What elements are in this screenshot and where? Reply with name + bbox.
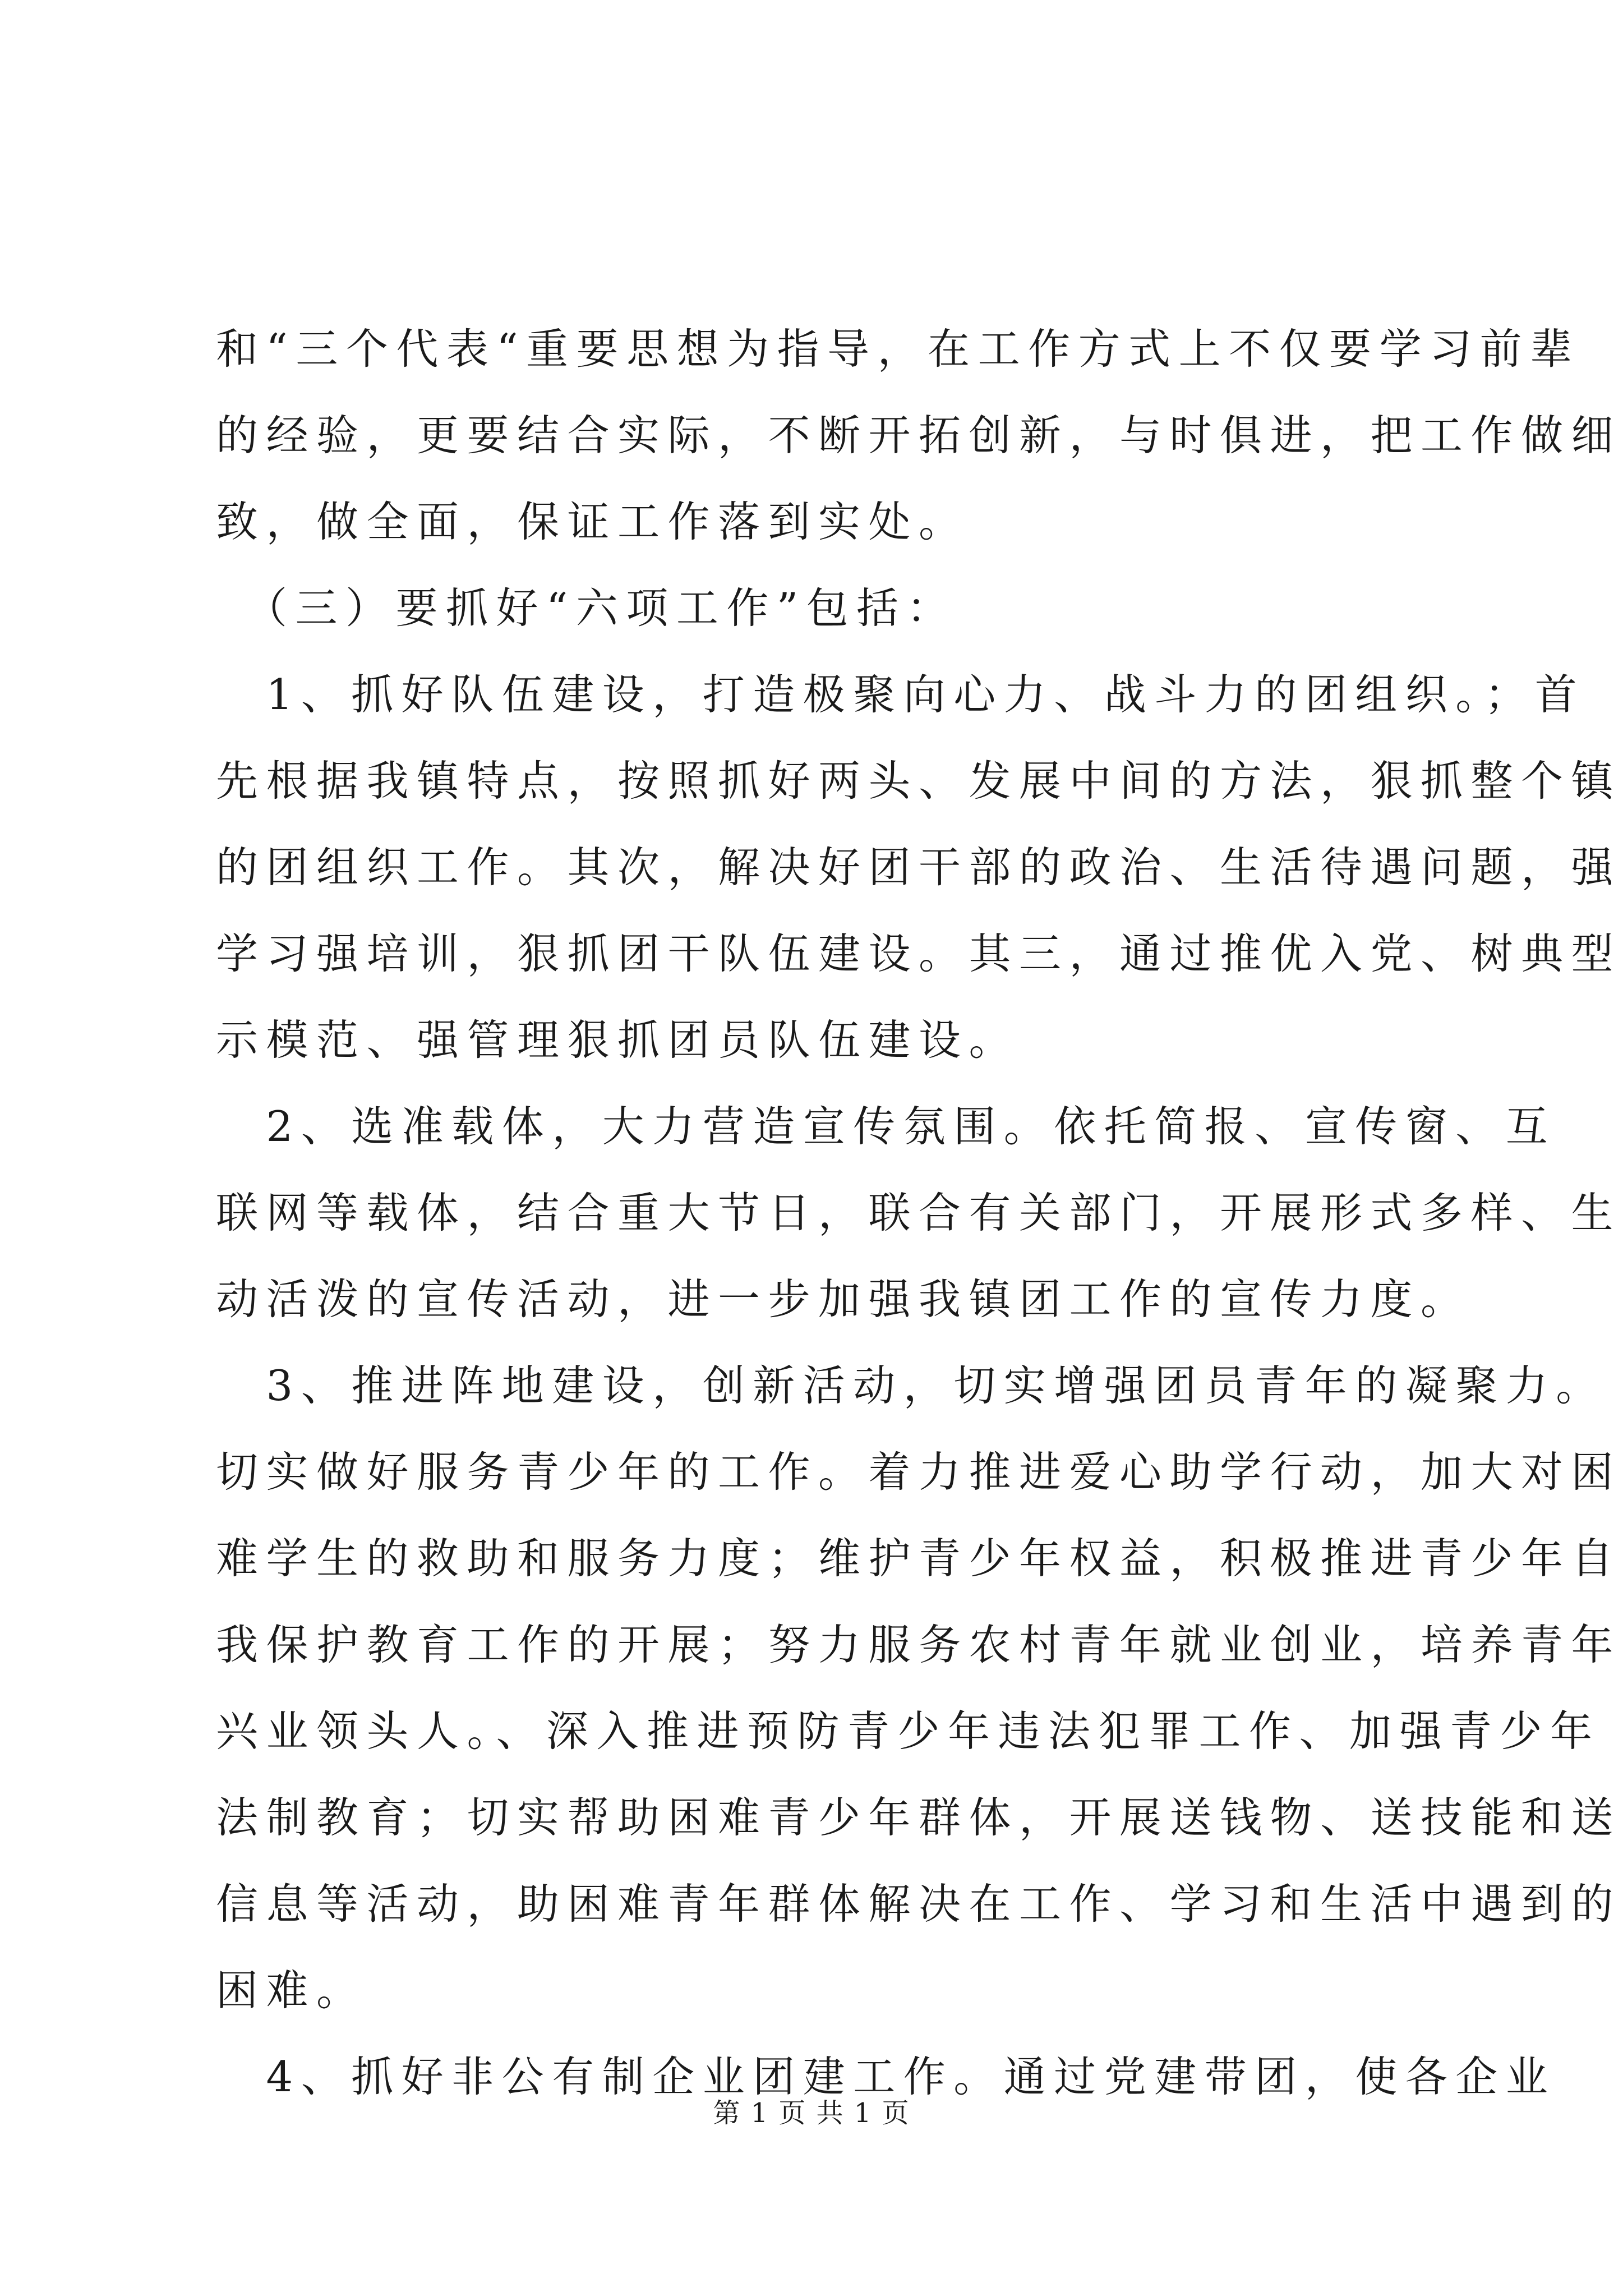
text-line: 难学生的救助和服务力度；维护青少年权益，积极推进青少年自	[216, 1534, 1622, 1583]
text-line: 4、抓好非公有制企业团建工作。通过党建带团，使各企业	[216, 2052, 1556, 2101]
text-line: 联网等载体，结合重大节日，联合有关部门，开展形式多样、生	[216, 1188, 1622, 1237]
text-line: 和“三个代表“重要思想为指导，在工作方式上不仅要学习前辈	[216, 324, 1580, 374]
document-body	[216, 306, 1622, 2120]
text-line: 的团组织工作。其次，解决好团干部的政治、生活待遇问题，强	[216, 843, 1622, 892]
text-line: 我保护教育工作的开展；努力服务农村青年就业创业，培养青年	[216, 1620, 1622, 1669]
page-footer: 第 1 页 共 1 页	[713, 2097, 910, 2129]
text-line: 先根据我镇特点，按照抓好两头、发展中间的方法，狠抓整个镇	[216, 756, 1622, 806]
text-line: 信息等活动，助困难青年群体解决在工作、学习和生活中遇到的	[216, 1879, 1622, 1929]
section-heading: （三）要抓好“六项工作”包括：	[216, 583, 957, 633]
text-line: 3、推进阵地建设，创新活动，切实增强团员青年的凝聚力。	[216, 1361, 1606, 1410]
text-line: 示模范、强管理狠抓团员队伍建设。	[216, 1015, 1020, 1065]
text-line: 困难。	[216, 1966, 367, 2015]
text-line: 动活泼的宣传活动，进一步加强我镇团工作的宣传力度。	[216, 1274, 1471, 1324]
text-line: 致，做全面，保证工作落到实处。	[216, 497, 969, 546]
text-line: 的经验，更要结合实际，不断开拓创新，与时俱进，把工作做细	[216, 411, 1622, 460]
text-line: 1、抓好队伍建设，打造极聚向心力、战斗力的团组织。；首	[216, 670, 1585, 719]
text-line: 兴业领头人。、深入推进预防青少年违法犯罪工作、加强青少年	[216, 1706, 1601, 1756]
text-line: 法制教育；切实帮助困难青少年群体，开展送钱物、送技能和送	[216, 1793, 1622, 1842]
text-line: 2、选准载体，大力营造宣传氛围。依托简报、宣传窗、互	[216, 1102, 1556, 1151]
text-line: 学习强培训，狠抓团干队伍建设。其三，通过推优入党、树典型	[216, 929, 1622, 978]
text-line: 切实做好服务青少年的工作。着力推进爱心助学行动，加大对困	[216, 1447, 1622, 1497]
